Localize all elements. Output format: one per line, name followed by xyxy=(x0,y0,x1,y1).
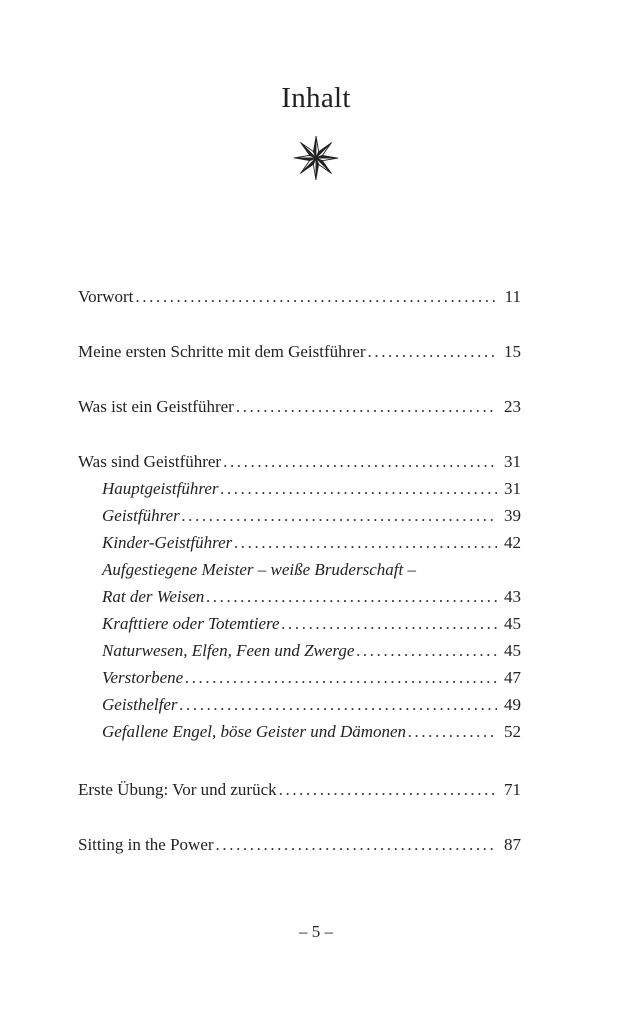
toc-subentry-aufgestiegene xyxy=(102,557,521,583)
toc-entry-page: 39 xyxy=(504,506,521,525)
toc-entry-page: 15 xyxy=(504,342,521,361)
toc-entry-label: Naturwesen, Elfen, Feen und Zwerge xyxy=(102,641,355,660)
toc-leader-dots xyxy=(220,476,497,502)
toc-entry-label: Was sind Geistführer xyxy=(78,452,222,471)
toc-subentry-geisthelfer xyxy=(102,692,521,718)
toc-entry-label: Meine ersten Schritte mit dem Geistführer xyxy=(78,342,366,361)
toc-entry-page: 71 xyxy=(504,780,521,799)
toc-entry-was-ist xyxy=(78,394,521,420)
toc-entry-page: 11 xyxy=(504,287,521,306)
eight-pointed-star-icon xyxy=(292,134,340,182)
toc-leader-dots xyxy=(234,530,497,556)
toc-subentry-verstorbene xyxy=(102,665,521,691)
toc-leader-dots xyxy=(216,832,497,858)
toc-leader-dots xyxy=(408,719,497,745)
toc-leader-dots xyxy=(279,777,497,803)
page-number: – 5 – xyxy=(299,922,333,941)
toc-leader-dots xyxy=(223,449,497,475)
toc-subentry-kinder xyxy=(102,530,521,556)
toc-entry-page: 42 xyxy=(504,533,521,552)
toc-subentry-gefallene-engel xyxy=(102,719,521,745)
toc-entry-label: Rat der Weisen xyxy=(102,587,205,606)
toc-entry-label: Was ist ein Geistführer xyxy=(78,397,234,416)
toc-leader-dots xyxy=(185,665,497,691)
toc-entry-page: 23 xyxy=(504,397,521,416)
toc-entry-erste-uebung xyxy=(78,777,521,803)
toc-entry-label: Erste Übung: Vor und zurück xyxy=(78,780,277,799)
toc-subentry-hauptgeistfuehrer xyxy=(102,476,521,502)
toc-entry-page: 31 xyxy=(504,479,521,498)
toc-entry-label: Geistführer xyxy=(102,506,180,525)
toc-entry-label: Sitting in the Power xyxy=(78,835,214,854)
toc-entry-sitting-in-the-power xyxy=(78,832,521,858)
toc-entry-was-sind xyxy=(78,449,521,475)
toc-entry-label: Vorwort xyxy=(78,287,134,306)
toc-entry-label: Verstorbene xyxy=(102,668,184,687)
toc-subentry-rat-der-weisen xyxy=(102,584,521,610)
toc-entry-label: Krafttiere oder Totemtiere xyxy=(102,614,280,633)
toc-entry-page: 31 xyxy=(504,452,521,471)
toc-leader-dots xyxy=(356,638,497,664)
toc-entry-page: 49 xyxy=(504,695,521,714)
toc-entry-page: 45 xyxy=(504,641,521,660)
toc-leader-dots xyxy=(368,339,498,365)
toc-entry-label: Gefallene Engel, böse Geister und Dämonen xyxy=(102,722,407,741)
toc-leader-dots xyxy=(135,284,497,310)
toc-leader-dots xyxy=(182,503,497,529)
toc-entry-page: 87 xyxy=(504,835,521,854)
toc-entry-label: Kinder-Geistführer xyxy=(102,533,233,552)
toc-entry-label: Hauptgeistführer xyxy=(102,479,219,498)
page-title: Inhalt xyxy=(281,82,351,114)
toc-entry-label: Geisthelfer xyxy=(102,695,178,714)
toc-leader-dots xyxy=(282,611,497,637)
toc-entry-page: 43 xyxy=(504,587,521,606)
toc-entry-page: 45 xyxy=(504,614,521,633)
toc-entry-vorwort xyxy=(78,284,521,310)
toc-entry-page: 47 xyxy=(504,668,521,687)
toc-subentry-geistfuehrer xyxy=(102,503,521,529)
toc-entry-page: 52 xyxy=(504,722,521,741)
toc-entry-label: Aufgestiegene Meister – weiße Bruderschaft – xyxy=(102,560,416,579)
toc-subentry-krafttiere xyxy=(102,611,521,637)
toc-leader-dots xyxy=(206,584,497,610)
toc-leader-dots xyxy=(180,692,497,718)
toc-leader-dots xyxy=(236,394,497,420)
toc-subentry-naturwesen xyxy=(102,638,521,664)
toc-entry-erste-schritte xyxy=(78,339,521,365)
